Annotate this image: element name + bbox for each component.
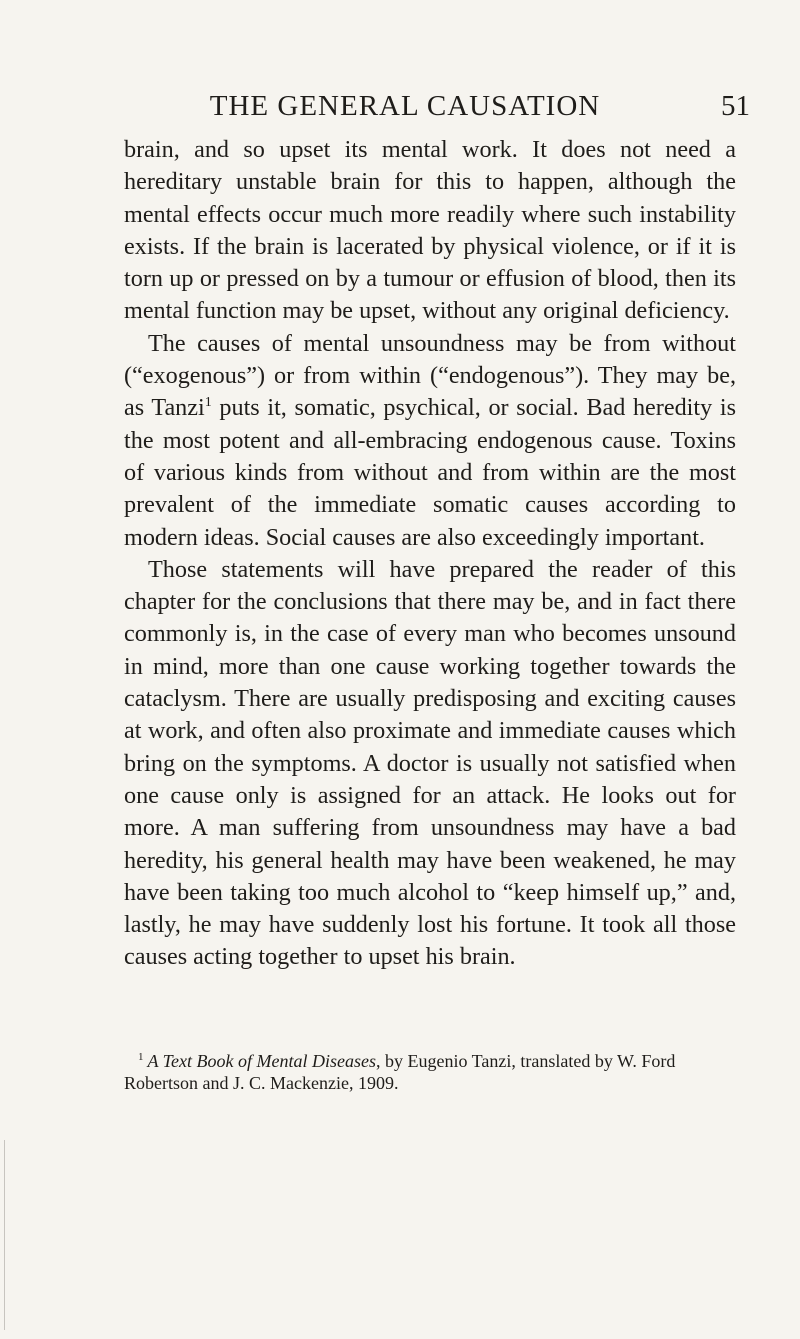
- page-edge-mark: [4, 1140, 5, 1330]
- paragraph-2-text-start: The causes of mental unsoundness may be from without (“exogenous”) or from within (“endogenous”). They may be, as Tanzi: [124, 329, 736, 422]
- footnote-book-title: A Text Book of Mental Diseases: [147, 1051, 376, 1071]
- page-number: 51: [721, 90, 750, 122]
- chapter-title: THE GENERAL CAUSATION: [209, 90, 601, 122]
- running-head: [60, 88, 750, 124]
- footnote-mark: 1: [138, 1051, 144, 1063]
- body-text: [124, 134, 736, 974]
- paragraph-2-text-end: puts it, somatic, psychical, or social. Bad heredity is the most potent and all-embracing endogenous cause. Toxins of various kinds from without and from within are the most prevalent of the immediate somatic causes according to modern ideas. Social causes are also exceedingly important.: [124, 394, 736, 551]
- paragraph-1: brain, and so upset its mental work. It does not need a hereditary unstable brain for this to happen, although the mental effects occur much more readily where such instability exists. If the brain is lacerated by physical violence, or if it is torn up or pressed on by a tumour or effusion of blood, then its mental function may be upset, without any original deficiency.: [124, 136, 736, 325]
- paragraph-2: [124, 328, 736, 554]
- paragraph-3: Those statements will have prepared the reader of this chapter for the conclusions that there may be, and in fact there commonly is, in the case of every man who becomes unsound in mind, more than one cause working together towards the cataclysm. There are usually predisposing and exciting causes at work, and often also proximate and immediate causes which bring on the symptoms. A doctor is usually not satisfied when one cause only is assigned for an attack. He looks out for more. A man suffering from unsoundness may have a bad heredity, his general health may have been weakened, he may have been taking too much alcohol to “keep himself up,” and, lastly, he may have suddenly lost his fortune. It took all those causes acting together to upset his brain.: [124, 555, 736, 971]
- footnote-reference: 1: [204, 395, 212, 411]
- footnote-citation: , by Eugenio Tanzi, translated by W. Ford Robertson and J. C. Mackenzie, 1909.: [124, 1051, 676, 1093]
- footnote: [124, 1050, 736, 1094]
